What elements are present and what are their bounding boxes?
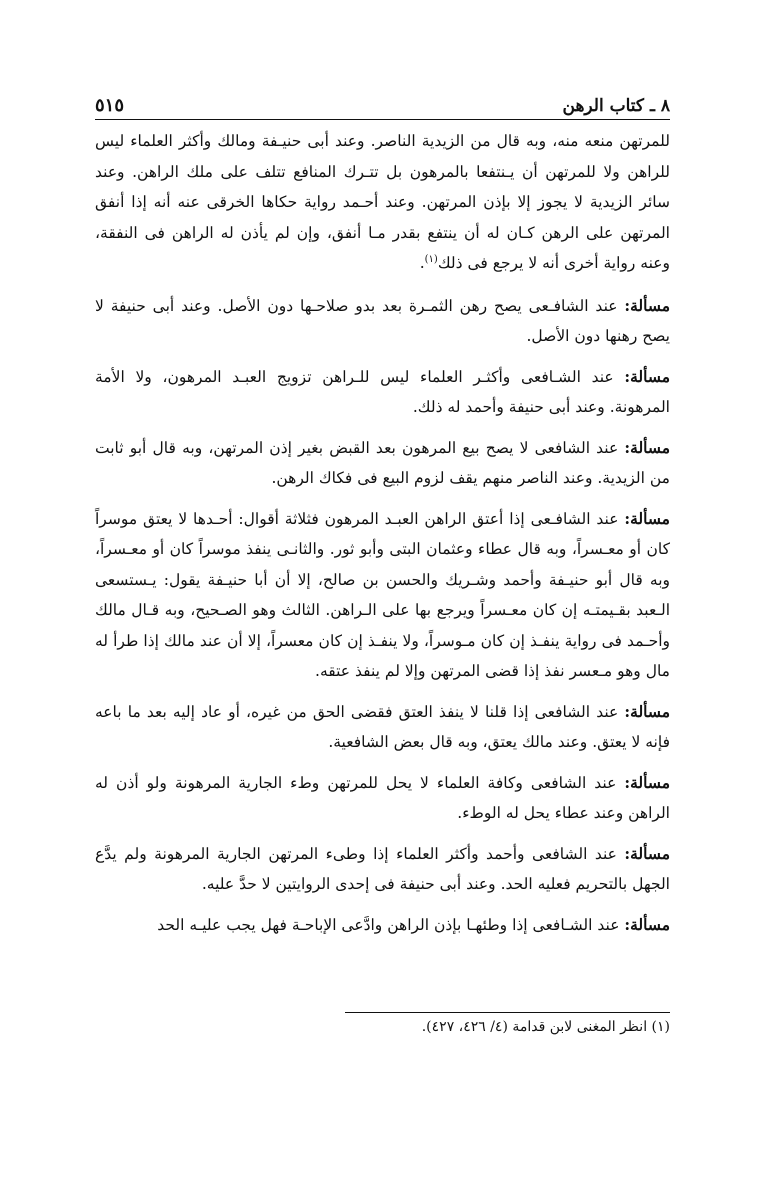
footnote-reference: (١)	[424, 253, 438, 265]
masala-paragraph	[95, 433, 670, 494]
paragraph-text: عند الشـافعى وأكثـر العلماء ليس للـراهن تزويج العبـد المرهون، ولا الأمة المرهونة. وعند أبى حنيفة وأحمد له ذلك.	[95, 367, 670, 416]
masala-label: مسألة:	[624, 366, 670, 386]
paragraph-text: عند الشـافعى إذا وطئهـا بإذن الراهن وادَّعى الإباحـة فهل يجب عليـه الحد	[157, 915, 620, 934]
masala-label: مسألة:	[624, 295, 670, 315]
masala-label: مسألة:	[624, 437, 671, 457]
paragraph-text: عند الشافعى وأحمد وأكثر العلماء إذا وطىء المرتهن الجارية المرهونة ولم يدَّع الجهل بالتحريم فعليه الحد. وعند أبى حنيفة فى إحدى الروايتين لا حدَّ عليه.	[95, 844, 670, 893]
paragraph-text: عند الشافـعى يصح رهن الثمـرة بعد بدو صلاحـها دون الأصل. وعند أبى حنيفة لا يصح رهنها دون الأصل.	[95, 296, 670, 345]
masala-paragraph	[95, 291, 670, 352]
paragraph-tail: .	[419, 254, 425, 272]
footnote-divider	[345, 1012, 670, 1013]
paragraph-text: عند الشافعى لا يصح بيع المرهون بعد القبض بغير إذن المرتهن، وبه قال أبو ثابت من الزيدية. وعند الناصر منهم يقف لزوم البيع فى فكاك الرهن.	[95, 438, 670, 487]
masala-paragraph	[95, 910, 670, 941]
footnote: (١) انظر المغنى لابن قدامة (٤/ ٤٢٦، ٤٢٧).	[421, 1019, 670, 1035]
main-text	[95, 126, 670, 950]
masala-label: مسألة:	[624, 914, 670, 934]
masala-paragraph	[95, 697, 670, 758]
masala-label: مسألة:	[624, 772, 670, 792]
paragraph-text: عند الشافعى وكافة العلماء لا يحل للمرتهن وطء الجارية المرهونة ولو أذن له الراهن وعند عطاء يحل له الوطء.	[95, 773, 670, 822]
masala-paragraph	[95, 504, 670, 687]
masala-paragraph	[95, 839, 670, 900]
running-header	[95, 86, 670, 116]
chapter-title: ٨ ـ كتاب الرهن	[562, 96, 670, 116]
masala-label: مسألة:	[624, 508, 670, 528]
masala-paragraph	[95, 362, 670, 423]
paragraph-text: للمرتهن منعه منه، وبه قال من الزيدية الناصر. وعند أبى حنيـفة ومالك وأكثر العلماء ليس للراهن ولا للمرتهن أن يـنتفعا بالمرهون بل تتـرك المنافع تتلف على ملك الراهن. وعند سائر الزيدية لا يجوز إلا بإذن المرتهن. وعند أحـمد رواية حكاها الخرقى عنه أنه إذا أنفق المرتهن على الرهن كـان له أن ينتفع بقدر مـا أنفق، وإن لم يأذن له الراهن فى النفقة، وعنه رواية أخرى أنه لا يرجع فى ذلك	[95, 132, 670, 272]
masala-label: مسألة:	[624, 701, 671, 721]
paragraph-continuation	[95, 126, 670, 279]
paragraph-text: عند الشافـعى إذا أعتق الراهن العبـد المرهون فثلاثة أقوال: أحـدها لا يعتق موسراً كان أو معـسراً، وبه قال عطاء وعثمان البتى وأبو ثور. والثانـى ينفذ موسراً كان أو معـسراً، وبه قال أبو حنيـفة وأحمد وشـريك والحسن بن صالح، إلا أن أبا حنيـفة يقول: يـستسعى الـعبد بقـيمتـه إن كان معـسراً ويرجع بها على الـراهن. الثالث وهو الصـحيح، وبه قـال مالك وأحـمد فى رواية ينفـذ إن كان مـوسراً، ولا ينفـذ إن كان معسراً، إلا أن عند مالك إذا طرأ له مال وهو مـعسر نفذ إذا قضى المرتهن وإلا لم ينفذ عتقه.	[95, 509, 670, 680]
page-number: ٥١٥	[95, 95, 125, 116]
masala-label: مسألة:	[624, 843, 670, 863]
paragraph-text: عند الشافعى إذا قلنا لا ينفذ العتق فقضى الحق من غيره، أو عاد إليه بعد ما باعه فإنه لا يعتق. وعند مالك يعتق، وبه قال بعض الشافعية.	[95, 702, 670, 751]
header-divider	[95, 119, 670, 120]
masala-paragraph	[95, 768, 670, 829]
